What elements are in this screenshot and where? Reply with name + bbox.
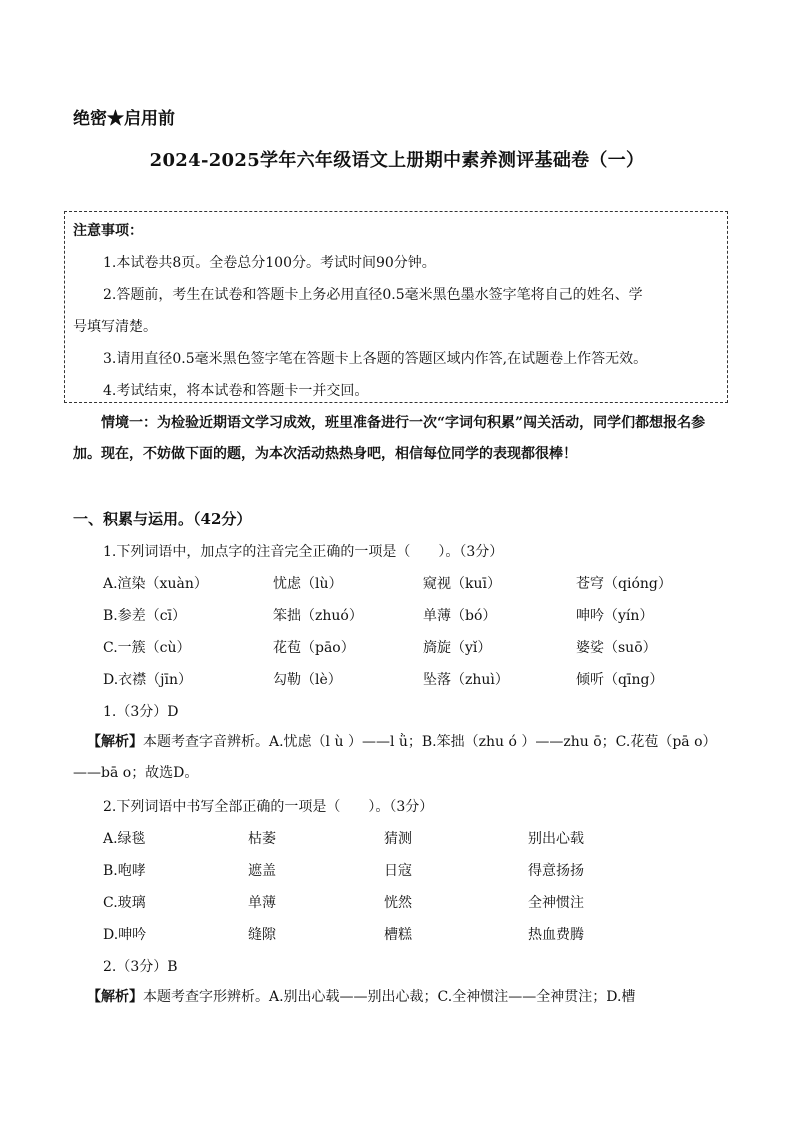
- q1-analysis: [73, 727, 723, 789]
- q1-option-b-word-4: 呻吟（yín）: [576, 608, 654, 624]
- q2-stem: 2.下列词语中书写全部正确的一项是（ ）。（3分）: [103, 799, 434, 815]
- notice-box: [64, 211, 728, 403]
- q2-analysis-text: 本题考查字形辨析。A.别出心载——别出心裁；C.全神惯注——全神贯注；D.槽: [143, 989, 636, 1005]
- scenario-intro: 情境一：为检验近期语文学习成效，班里准备进行一次“字词句积累”闯关活动，同学们都想报名参加。现在，不妨做下面的题，为本次活动热热身吧，相信每位同学的表现都很棒！: [73, 415, 706, 462]
- q1-option-a: A.渲染（xuàn）: [103, 576, 208, 592]
- q1-answer: 1.（3分）D: [103, 704, 179, 720]
- q2-option-a-word-3: 猜测: [384, 831, 412, 847]
- q2-option-d-word-2: 缝隙: [248, 927, 276, 943]
- q2-option-b-word-4: 得意扬扬: [528, 863, 584, 879]
- secret-mark: 绝密★启用前: [73, 109, 175, 129]
- q1-option-a-word-3: 窥视（kuī）: [423, 576, 501, 592]
- q1-stem: 1.下列词语中，加点字的注音完全正确的一项是（ ）。（3分）: [103, 544, 504, 560]
- q2-option-b-word-3: 日寇: [384, 863, 412, 879]
- q2-option-a: A.绿毯: [103, 831, 146, 847]
- q2-option-d-word-4: 热血费腾: [528, 927, 584, 943]
- q2-option-a-word-2: 枯萎: [248, 831, 276, 847]
- q1-option-a-word-4: 苍穹（qióng）: [576, 576, 672, 592]
- q2-option-c-word-4: 全神惯注: [528, 895, 584, 911]
- exam-title: 2024-2025学年六年级语文上册期中素养测评基础卷（一）: [149, 150, 645, 171]
- q1-option-b: B.参差（cī）: [103, 608, 187, 624]
- notice-line-4: 4.考试结束，将本试卷和答题卡一并交回。: [103, 383, 369, 399]
- q1-option-c-word-2: 花苞（pāo）: [273, 640, 355, 656]
- q1-option-c: C.一簇（cù）: [103, 640, 191, 656]
- q2-analysis: [73, 982, 723, 1013]
- notice-line-2-cont: 号填写清楚。: [73, 319, 157, 335]
- q2-option-b: B.咆哮: [103, 863, 146, 879]
- q2-option-b-word-2: 遮盖: [248, 863, 276, 879]
- notice-line-2: 2.答题前，考生在试卷和答题卡上务必用直径0.5毫米黑色墨水签字笔将自己的姓名、学: [103, 287, 643, 303]
- q1-option-d-word-2: 勾勒（lè）: [273, 672, 342, 688]
- q2-option-c-word-3: 恍然: [384, 895, 412, 911]
- q2-option-d: D.呻吟: [103, 927, 147, 943]
- notice-line-3: 3.请用直径0.5毫米黑色签字笔在答题卡上各题的答题区域内作答,在试题卷上作答无效。: [103, 351, 648, 367]
- notice-line-1: 1.本试卷共8页。全卷总分100分。考试时间90分钟。: [103, 255, 436, 271]
- section-heading: 一、积累与运用。（42分）: [73, 510, 252, 528]
- q2-analysis-label: 【解析】: [87, 989, 143, 1005]
- notice-title: 注意事项：: [73, 223, 143, 239]
- q2-option-c: C.玻璃: [103, 895, 146, 911]
- q1-option-d: D.衣襟（jīn）: [103, 672, 193, 688]
- q1-option-c-word-3: 旖旋（yǐ）: [423, 640, 492, 656]
- q1-option-c-word-4: 婆娑（suō）: [576, 640, 657, 656]
- q1-option-b-word-3: 单薄（bó）: [423, 608, 497, 624]
- q1-option-b-word-2: 笨拙（zhuó）: [273, 608, 363, 624]
- q2-option-a-word-4: 别出心载: [528, 831, 584, 847]
- q1-option-d-word-4: 倾听（qīng）: [576, 672, 664, 688]
- q1-analysis-label: 【解析】: [87, 734, 143, 750]
- q1-option-a-word-2: 忧虑（lù）: [273, 576, 343, 592]
- q2-answer: 2.（3分）B: [103, 959, 178, 975]
- q1-analysis-text: 本题考查字音辨析。A.忧虑（l ù ）——l ǜ；B.笨拙（zhu ó ）——zhu ō；C.花苞（pā o）——bā o；故选D。: [73, 734, 717, 781]
- q2-option-d-word-3: 槽糕: [384, 927, 412, 943]
- q1-option-d-word-3: 坠落（zhuì）: [423, 672, 509, 688]
- q2-option-c-word-2: 单薄: [248, 895, 276, 911]
